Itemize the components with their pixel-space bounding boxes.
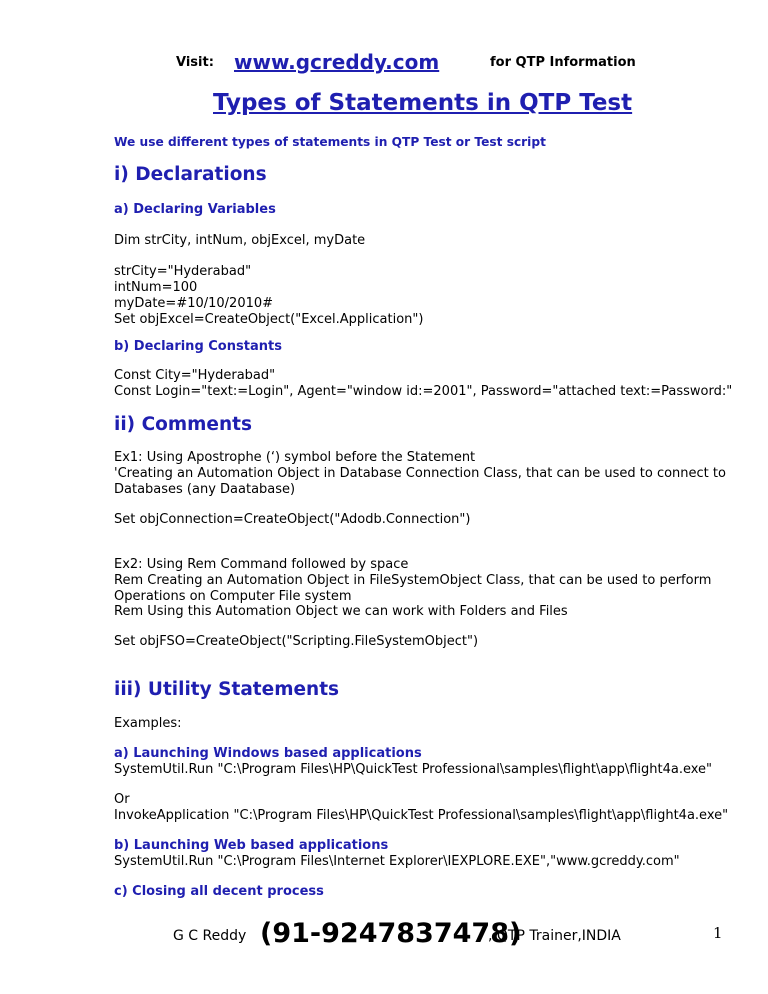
footer-role: , QTP Trainer,INDIA — [488, 928, 621, 944]
comment-line: Rem Creating an Automation Object in FileSystemObject Class, that can be used to perform — [114, 573, 712, 588]
closing-process-heading: c) Closing all decent process — [114, 884, 324, 899]
utility-heading: iii) Utility Statements — [114, 679, 340, 700]
code-line: Set objFSO=CreateObject("Scripting.FileSystemObject") — [114, 634, 479, 649]
code-line: InvokeApplication "C:\Program Files\HP\QuickTest Professional\samples\flight\app\flight4a.exe" — [114, 808, 729, 823]
or-label: Or — [114, 792, 130, 807]
comment-line: Rem Using this Automation Object we can work with Folders and Files — [114, 604, 568, 619]
code-line: intNum=100 — [114, 280, 198, 295]
header-info-label: for QTP Information — [490, 55, 636, 70]
comment-line: 'Creating an Automation Object in Database Connection Class, that can be used to connect to — [114, 466, 726, 481]
const-line: Const City="Hyderabad" — [114, 368, 276, 383]
header-site-link[interactable]: www.gcreddy.com — [234, 50, 440, 74]
declaring-variables-heading: a) Declaring Variables — [114, 202, 276, 217]
intro-text: We use different types of statements in QTP Test or Test script — [114, 135, 546, 149]
code-line: Set objConnection=CreateObject("Adodb.Connection") — [114, 512, 471, 527]
declarations-heading: i) Declarations — [114, 164, 267, 185]
comment-line: Operations on Computer File system — [114, 589, 352, 604]
footer-phone: (91-9247837478) — [260, 918, 522, 949]
launching-web-heading: b) Launching Web based applications — [114, 838, 389, 853]
comment-line: Ex1: Using Apostrophe (‘) symbol before the Statement — [114, 450, 476, 465]
page-number: 1 — [713, 924, 723, 942]
code-line: SystemUtil.Run "C:\Program Files\Internet Explorer\IEXPLORE.EXE","www.gcreddy.com" — [114, 854, 680, 869]
page-title: Types of Statements in QTP Test — [213, 90, 633, 116]
comment-line: Databases (any Daatabase) — [114, 482, 296, 497]
comments-heading: ii) Comments — [114, 414, 252, 435]
footer-name: G C Reddy — [173, 928, 247, 944]
comment-line: Ex2: Using Rem Command followed by space — [114, 557, 409, 572]
code-line: strCity="Hyderabad" — [114, 264, 252, 279]
code-line: Set objExcel=CreateObject("Excel.Application") — [114, 312, 424, 327]
header-visit-label: Visit: — [176, 55, 214, 70]
launching-windows-heading: a) Launching Windows based applications — [114, 746, 422, 761]
examples-label: Examples: — [114, 716, 182, 731]
dim-line: Dim strCity, intNum, objExcel, myDate — [114, 233, 366, 248]
const-line: Const Login="text:=Login", Agent="window id:=2001", Password="attached text:=Password:" — [114, 384, 733, 399]
code-line: myDate=#10/10/2010# — [114, 296, 274, 311]
declaring-constants-heading: b) Declaring Constants — [114, 339, 282, 354]
code-line: SystemUtil.Run "C:\Program Files\HP\QuickTest Professional\samples\flight\app\flight4a.exe" — [114, 762, 713, 777]
